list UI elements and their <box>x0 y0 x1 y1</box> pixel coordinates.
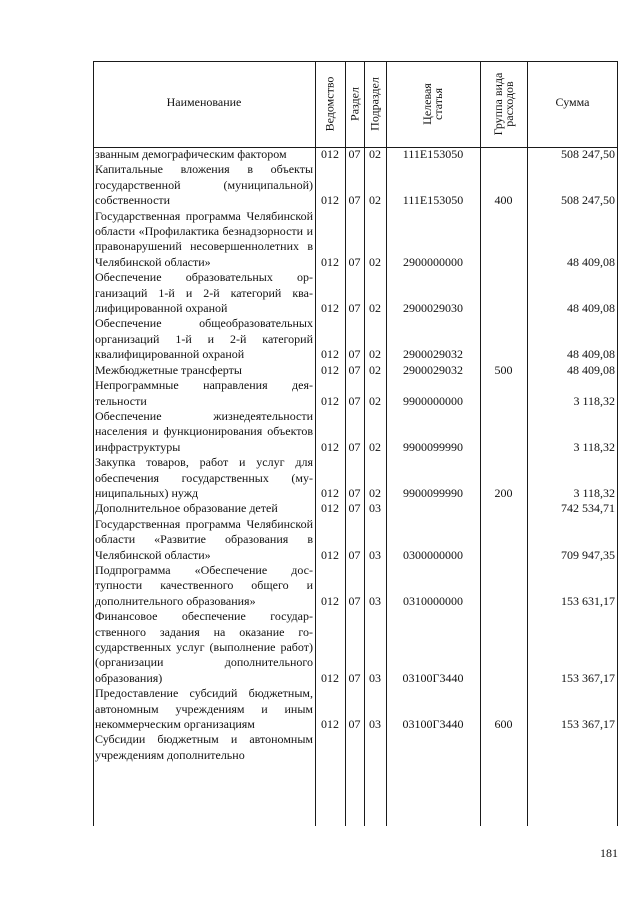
table-row <box>93 378 618 409</box>
cell-summa: 709 947,35 <box>561 547 615 562</box>
table-row <box>93 147 618 162</box>
cell-summa: 48 409,08 <box>567 301 615 316</box>
cell-name: Закупка товаров, работ и услуг для обеспечения государственных (муниципальных) нужд <box>95 455 313 500</box>
cell-name: Финансовое обеспечение государственного задания на оказание государственных услуг (выполнение работ) (организации дополнительного образования) <box>95 609 313 685</box>
cell-razdel: 07 <box>348 347 361 362</box>
cell-summa: 153 367,17 <box>561 670 615 685</box>
cell-celevaya: 2900029032 <box>403 362 463 377</box>
header-vedomstvo <box>315 61 345 147</box>
cell-summa: 3 118,32 <box>573 393 615 408</box>
cell-celevaya: 0300000000 <box>403 547 463 562</box>
table-row <box>93 563 618 609</box>
cell-name: Капитальные вложения в объекты государственной (муниципальной) собственности <box>95 162 313 208</box>
cell-name: Обеспечение жизнедеятельности населения и функционирования объектов инфраструктуры <box>95 408 313 454</box>
cell-name: Обеспечение образовательных организаций 1-й и 2-й категорий квалифицированной охраной <box>95 270 313 316</box>
table-row <box>93 455 618 501</box>
cell-celevaya: 03100Г3440 <box>402 717 464 732</box>
cell-podrazdel: 02 <box>369 193 381 208</box>
cell-vedomstvo: 012 <box>321 193 339 208</box>
table-row <box>93 316 618 362</box>
table-row <box>93 162 618 208</box>
cell-podrazdel: 02 <box>369 393 381 408</box>
cell-razdel: 07 <box>348 301 361 316</box>
cell-name: Государственная программа Челябинской области «Развитие образования в Челябинской области» <box>95 516 313 562</box>
cell-summa: 508 247,50 <box>561 147 615 161</box>
cell-podrazdel: 03 <box>369 501 381 516</box>
cell-podrazdel: 03 <box>369 670 381 685</box>
table-row <box>93 517 618 563</box>
cell-vedomstvo: 012 <box>321 393 339 408</box>
header-razdel-label: Раздел <box>347 87 361 121</box>
cell-summa: 48 409,08 <box>567 254 615 269</box>
cell-summa: 153 631,17 <box>561 593 615 608</box>
cell-razdel: 07 <box>348 439 361 454</box>
table-row <box>93 270 618 316</box>
cell-vedomstvo: 012 <box>321 717 339 732</box>
page-number: 181 <box>600 846 618 860</box>
cell-razdel: 07 <box>348 670 361 685</box>
cell-summa: 3 118,32 <box>573 439 615 454</box>
cell-gruppa: 500 <box>494 362 513 377</box>
table-row <box>93 501 618 516</box>
cell-name: Государственная программа Челябинской области «Профилактика безнадзорности и правонарушений несовершеннолетних в Челябинской области» <box>95 208 313 269</box>
cell-gruppa: 200 <box>494 485 513 500</box>
budget-table <box>93 61 618 826</box>
cell-summa: 48 409,08 <box>567 347 615 362</box>
cell-celevaya: 03100Г3440 <box>402 670 464 685</box>
header-gruppa <box>480 61 527 147</box>
header-podrazdel-label: Подраздел <box>367 77 382 131</box>
cell-name: Непрограммные направления деятельности <box>95 378 313 408</box>
header-celevaya-label: Целевая статья <box>420 83 445 125</box>
table-body <box>93 147 618 763</box>
cell-celevaya: 2900029030 <box>403 301 463 316</box>
cell-razdel: 07 <box>348 362 361 377</box>
cell-name: Межбюджетные трансферты <box>95 362 242 377</box>
header-vedomstvo-label: Ведомство <box>322 76 337 132</box>
cell-vedomstvo: 012 <box>321 593 339 608</box>
cell-celevaya: 9900099990 <box>403 485 463 500</box>
cell-celevaya: 9900099990 <box>403 439 463 454</box>
cell-podrazdel: 02 <box>369 347 381 362</box>
table-row <box>93 363 618 378</box>
table-row <box>93 686 618 732</box>
cell-vedomstvo: 012 <box>321 501 339 516</box>
cell-vedomstvo: 012 <box>321 254 339 269</box>
header-podrazdel <box>364 61 386 147</box>
cell-razdel: 07 <box>348 717 361 732</box>
cell-podrazdel: 02 <box>369 301 381 316</box>
cell-name: Предоставление субсидий бюджетным, автономным учреждениям и иным некоммерческим организациям <box>95 686 313 732</box>
table-row <box>93 409 618 455</box>
cell-name: званным демографическим фактором <box>95 147 287 161</box>
cell-name: Субсидии бюджетным и автономным учреждениям дополнительно <box>95 732 313 762</box>
cell-razdel: 07 <box>348 193 361 208</box>
cell-podrazdel: 03 <box>369 717 381 732</box>
cell-gruppa: 400 <box>494 193 513 208</box>
table-row <box>93 609 618 686</box>
header-name: Наименование <box>166 95 242 109</box>
cell-podrazdel: 02 <box>369 362 381 377</box>
cell-summa: 508 247,50 <box>561 193 615 208</box>
cell-razdel: 07 <box>348 593 361 608</box>
header-razdel <box>345 61 364 147</box>
cell-vedomstvo: 012 <box>321 670 339 685</box>
cell-celevaya: 111Е153050 <box>402 193 464 208</box>
cell-vedomstvo: 012 <box>321 347 339 362</box>
cell-razdel: 07 <box>348 501 361 516</box>
cell-razdel: 07 <box>348 485 361 500</box>
header-celevaya <box>386 61 480 147</box>
cell-podrazdel: 02 <box>369 254 381 269</box>
cell-razdel: 07 <box>348 147 361 161</box>
cell-vedomstvo: 012 <box>321 362 339 377</box>
cell-summa: 153 367,17 <box>561 717 615 732</box>
cell-name: Дополнительное образование детей <box>95 501 278 516</box>
cell-podrazdel: 03 <box>369 547 381 562</box>
cell-vedomstvo: 012 <box>321 147 339 161</box>
cell-celevaya: 2900000000 <box>403 254 463 269</box>
cell-name: Обеспечение общеобразовательных организаций 1-й и 2-й категорий квалифицированной охраной <box>95 316 313 362</box>
table-row <box>93 732 618 763</box>
cell-celevaya: 2900029032 <box>403 347 463 362</box>
header-summa: Сумма <box>555 95 590 109</box>
table-row <box>93 209 618 271</box>
cell-vedomstvo: 012 <box>321 547 339 562</box>
cell-razdel: 07 <box>348 393 361 408</box>
cell-summa: 3 118,32 <box>573 485 615 500</box>
cell-celevaya: 111Е153050 <box>402 147 464 161</box>
cell-razdel: 07 <box>348 547 361 562</box>
header-gruppa-label: Группа вида расходов <box>490 72 516 136</box>
cell-summa: 48 409,08 <box>567 362 615 377</box>
cell-summa: 742 534,71 <box>561 501 615 516</box>
cell-celevaya: 0310000000 <box>403 593 463 608</box>
cell-vedomstvo: 012 <box>321 301 339 316</box>
cell-celevaya: 9900000000 <box>403 393 463 408</box>
cell-podrazdel: 02 <box>369 439 381 454</box>
cell-name: Подпрограмма «Обеспечение доступности качественного общего и дополнительного образования» <box>95 562 313 608</box>
cell-gruppa: 600 <box>494 717 513 732</box>
cell-razdel: 07 <box>348 254 361 269</box>
cell-vedomstvo: 012 <box>321 439 339 454</box>
cell-podrazdel: 02 <box>369 485 381 500</box>
cell-vedomstvo: 012 <box>321 485 339 500</box>
cell-podrazdel: 02 <box>369 147 381 161</box>
cell-podrazdel: 03 <box>369 593 381 608</box>
